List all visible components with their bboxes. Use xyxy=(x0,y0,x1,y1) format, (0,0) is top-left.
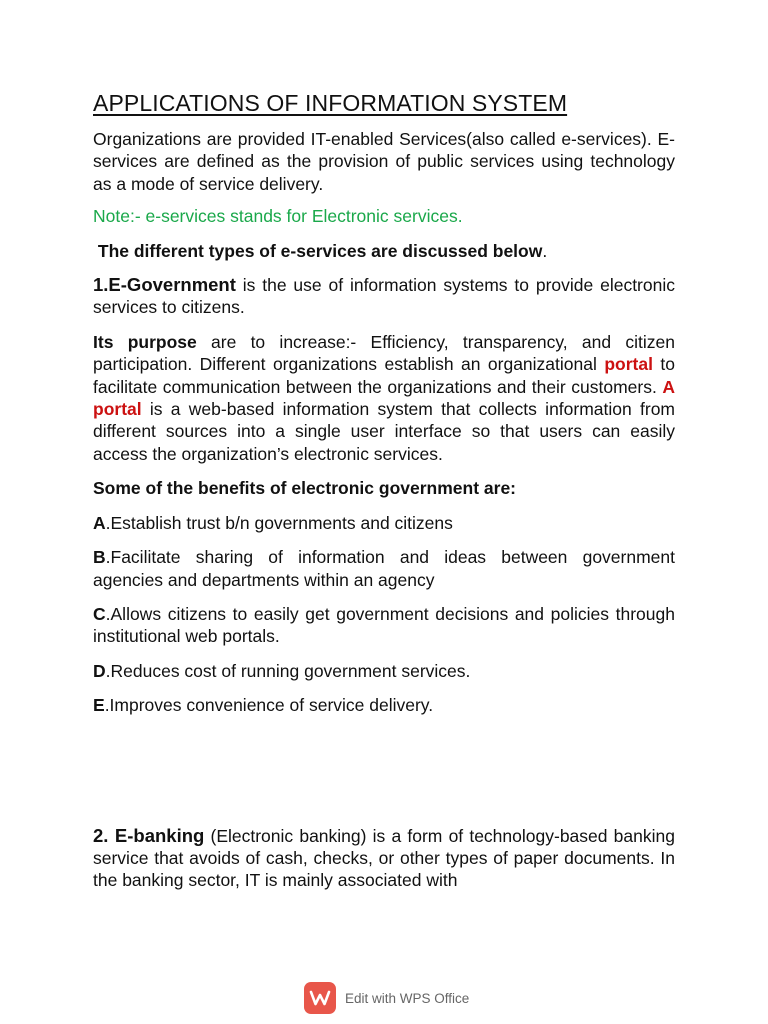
benefit-letter: C xyxy=(93,603,106,624)
purpose-paragraph xyxy=(93,331,675,465)
ebanking-text: (Electronic banking) is a form of technology-based banking service that avoids of cash, checks, or other types of paper documents. In the banking sector, IT is mainly associated with xyxy=(93,825,675,891)
purpose-text-1: are to increase:- Efficiency, transparency, and citizen participation. Different organizations establish an organizational xyxy=(93,331,675,375)
intro-paragraph: Organizations are provided IT-enabled Services(also called e-services). E-services are defined as the provision of public services using technology as a mode of service delivery. xyxy=(93,129,675,194)
benefit-item-c xyxy=(93,603,675,648)
benefit-text: .Allows citizens to easily get government decisions and policies through institutional web portals. xyxy=(93,603,675,647)
purpose-text-2: to facilitate communication between the organizations and their customers. xyxy=(93,354,675,397)
benefit-letter: E xyxy=(93,695,105,716)
portal-term: portal xyxy=(604,354,653,375)
benefit-letter: D xyxy=(93,660,106,681)
types-heading-period: . xyxy=(542,240,548,261)
blank-space xyxy=(93,717,675,825)
ebanking-paragraph xyxy=(93,825,675,892)
benefit-text: .Reduces cost of running government services. xyxy=(105,660,471,681)
benefit-letter: B xyxy=(93,547,106,568)
wps-edit-banner[interactable] xyxy=(304,982,469,1014)
benefit-letter: A xyxy=(93,512,106,533)
benefit-text: .Improves convenience of service delivery. xyxy=(104,695,434,716)
purpose-text-3: is a web-based information system that collects information from different sources into a single user interface so that users can easily access the organization’s electronic services. xyxy=(93,399,675,464)
benefits-heading: Some of the benefits of electronic government are: xyxy=(93,478,516,499)
benefit-text: .Facilitate sharing of information and ideas between government agencies and departments within an agency xyxy=(93,547,675,590)
document-content xyxy=(93,88,675,892)
purpose-lead: Its purpose xyxy=(93,331,197,352)
benefit-text: .Establish trust b/n governments and citizens xyxy=(105,512,453,533)
page-title: APPLICATIONS OF INFORMATION SYSTEM xyxy=(93,90,568,116)
a-portal-term: A portal xyxy=(93,376,675,420)
benefit-item-a xyxy=(93,512,675,534)
benefit-item-b xyxy=(93,546,675,591)
egov-text: is the use of information systems to provide electronic services to citizens. xyxy=(93,275,675,318)
egov-heading: 1.E-Government xyxy=(93,274,236,296)
wps-office-logo-icon xyxy=(304,982,336,1014)
note-text: Note:- e-services stands for Electronic services. xyxy=(93,206,463,227)
types-heading-paragraph xyxy=(93,240,675,262)
ebanking-heading: 2. E-banking xyxy=(93,824,205,846)
benefit-item-d xyxy=(93,660,675,682)
benefit-item-e xyxy=(93,694,675,716)
wps-edit-label[interactable]: Edit with WPS Office xyxy=(345,990,470,1006)
egov-paragraph xyxy=(93,274,675,319)
types-heading: The different types of e-services are discussed below xyxy=(97,240,543,261)
